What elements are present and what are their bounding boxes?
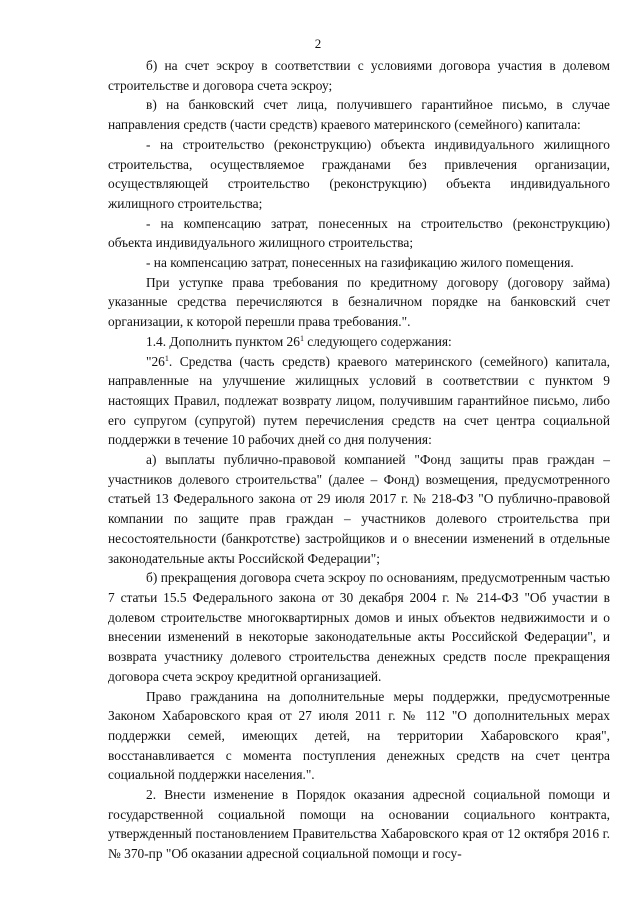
paragraph-right-restored: Право гражданина на дополнительные меры поддержки, предусмотренные Законом Хабаровского края от 27 июля 2011 г. № 112 "О дополнительных мерах поддержки семей, имеющих детей, на территории Хабаровского края", восстанавливается с момента поступления денежных средств на счет центра социальной поддержки населения.". (108, 688, 610, 783)
paragraph-escrow-termination: б) прекращения договора счета эскроу по основаниям, предусмотренным частью 7 статьи 15.5 Федерального закона от 30 декабря 2004 г. № 214-ФЗ "Об участии в долевом строительстве многоквартирных домов и иных объектов недвижимости и о внесении изменений в некоторые законодательные акты Российской Федерации", и возврата участнику долевого строительства денежных средств после прекращения договора счета эскроу кредитной организацией. (108, 570, 610, 684)
list-item-construction-compensation: - на компенсацию затрат, понесенных на строительство (реконструкцию) объекта индивидуального жилищного строительства; (108, 215, 610, 251)
paragraph-clause-26-1: "$26^1$. Средства (часть средств) краевого материнского (семейного) капитала, направленные на улучшение жилищных условий в соответствии с пунктом 9 настоящих Правил, подлежат возврату лицом, получившим гарантийное письмо, либо его супругом (супругой) путем перечисления средств на счет центра социальной поддержки в течение 10 рабочих дней со дня получения: (108, 353, 610, 448)
paragraph-amendment-2: 2. Внести изменение в Порядок оказания адресной социальной помощи и государственной социальной помощи на основании социального контракта, утвержденный постановлением Правительства Хабаровского края от 12 октября 2016 г. № 370-пр "Об оказании адресной социальной помощи и госу- (108, 787, 610, 862)
document-body (108, 56, 610, 864)
paragraph-assignment-of-claim: При уступке права требования по кредитному договору (договору займа) указанные средства перечисляются в безналичном порядке на банковский счет организации, к которой перешли права требования.". (108, 274, 610, 330)
paragraph-escrow-account: б) на счет эскроу в соответствии с условиями договора участия в долевом строительстве и договора счета эскроу; (108, 58, 610, 93)
paragraph-bank-account: в) на банковский счет лица, получившего гарантийное письмо, в случае направления средств (части средств) краевого материнского (семейного) капитала: (108, 97, 610, 133)
page-number: 2 (314, 36, 322, 51)
paragraph-fund-payment: а) выплаты публично-правовой компанией "Фонд защиты прав граждан – участников долевого строительства" (далее – Фонд) возмещения, предусмотренного статьей 13 Федерального закона от 29 июля 2017 г. № 218-ФЗ "О публично-правовой компании по защите прав граждан – участников долевого строительства при несостоятельности (банкротстве) застройщиков и о внесении изменений в отдельные законодательные акты Российской Федерации"; (108, 452, 610, 566)
list-item-construction: - на строительство (реконструкцию) объекта индивидуального жилищного строительства, осуществляемое гражданами без привлечения организации, осуществляющей строительство (реконструкцию) объекта индивидуального жилищного строительства; (108, 136, 610, 211)
list-item-gasification-compensation: - на компенсацию затрат, понесенных на газификацию жилого помещения. (146, 255, 574, 271)
paragraph-amendment-1-4: 1.4. Дополнить пунктом $26^1$ следующего содержания: (146, 333, 452, 349)
